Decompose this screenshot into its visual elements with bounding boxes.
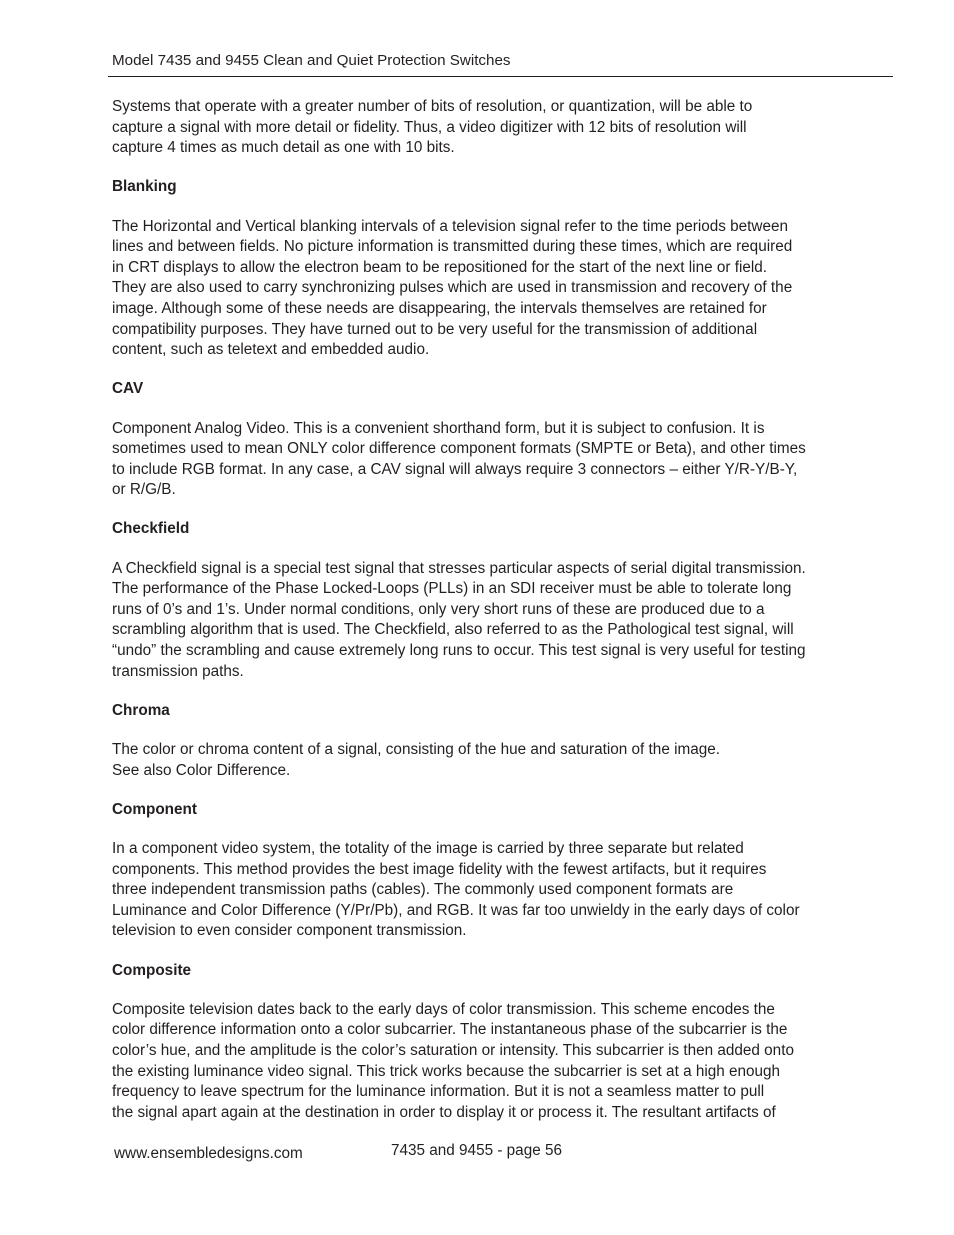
paragraph-line: compatibility purposes. They have turned out to be very useful for the transmission of additional [112,320,758,338]
section-heading-chroma: Chroma [112,701,170,719]
paragraph-line: Composite television dates back to the early days of color transmission. This scheme encodes the [112,1000,775,1018]
paragraph-line: transmission paths. [112,662,244,680]
paragraph-line: capture 4 times as much detail as one with 10 bits. [112,139,455,157]
paragraph-line: content, such as teletext and embedded audio. [112,341,430,359]
section-body-composite [112,1000,842,1124]
paragraph-line: A Checkfield signal is a special test signal that stresses particular aspects of serial digital transmission. [112,559,806,577]
intro-paragraph [112,97,842,159]
paragraph-line: the existing luminance video signal. This trick works because the subcarrier is set at a high enough [112,1062,781,1080]
paragraph-line: scrambling algorithm that is used. The Checkfield, also referred to as the Pathological test signal, will [112,621,794,639]
paragraph-line: capture a signal with more detail or fidelity. Thus, a video digitizer with 12 bits of resolution will [112,118,747,136]
section-heading-cav: CAV [112,380,144,398]
section-body-component [112,839,842,942]
paragraph-line: television to even consider component transmission. [112,922,467,940]
paragraph-line: or R/G/B. [112,481,176,499]
paragraph-line: to include RGB format. In any case, a CAV signal will always require 3 connectors – either Y/R-Y/B-Y, [112,460,798,478]
header-title: Model 7435 and 9455 Clean and Quiet Protection Switches [112,52,511,69]
paragraph-line: The Horizontal and Vertical blanking intervals of a television signal refer to the time periods between [112,217,788,235]
paragraph-line: color’s hue, and the amplitude is the color’s saturation or intensity. This subcarrier is then added onto [112,1041,794,1059]
paragraph-line: frequency to leave spectrum for the luminance information. But it is not a seamless matter to pull [112,1083,765,1101]
paragraph-line: the signal apart again at the destination in order to display it or process it. The resultant artifacts of [112,1103,776,1121]
header-divider [108,76,893,77]
section-heading-composite: Composite [112,961,192,979]
paragraph-line: three independent transmission paths (cables). The commonly used component formats are [112,881,734,899]
document-body [112,97,842,1123]
paragraph-line: Systems that operate with a greater number of bits of resolution, or quantization, will be able to [112,98,753,115]
section-body-blanking [112,217,842,361]
paragraph-line: lines and between fields. No picture information is transmitted during these times, which are required [112,238,793,256]
paragraph-line: in CRT displays to allow the electron beam to be repositioned for the start of the next line or field. [112,258,768,276]
paragraph-line: components. This method provides the best image fidelity with the fewest artifacts, but it requires [112,860,767,878]
section-heading-checkfield: Checkfield [112,520,190,538]
footer-website-url: www.ensembledesigns.com [114,1145,303,1162]
paragraph-line: See also Color Difference. [112,761,291,779]
paragraph-line: runs of 0’s and 1’s. Under normal conditions, only very short runs of these are produced due to a [112,600,765,618]
paragraph-line: They are also used to carry synchronizing pulses which are used in transmission and recovery of the [112,279,793,297]
section-heading-component: Component [112,800,197,818]
section-body-checkfield [112,559,842,683]
paragraph-line: color difference information onto a color subcarrier. The instantaneous phase of the subcarrier is the [112,1021,788,1039]
paragraph-line: sometimes used to mean ONLY color difference component formats (SMPTE or Beta), and other times [112,440,806,458]
paragraph-line: Component Analog Video. This is a convenient shorthand form, but it is subject to confusion. It is [112,419,765,437]
paragraph-line: In a component video system, the totality of the image is carried by three separate but related [112,839,744,857]
footer-page-number: 7435 and 9455 - page 56 [391,1142,562,1159]
section-heading-blanking: Blanking [112,178,177,196]
paragraph-line: image. Although some of these needs are disappearing, the intervals themselves are retained for [112,299,767,317]
paragraph-line: “undo” the scrambling and cause extremely long runs to occur. This test signal is very useful for testing [112,642,806,660]
paragraph-line: The color or chroma content of a signal, consisting of the hue and saturation of the image. [112,741,720,758]
section-body-cav [112,419,842,501]
section-body-chroma [112,740,842,781]
paragraph-line: The performance of the Phase Locked-Loops (PLLs) in an SDI receiver must be able to tolerate long [112,580,792,598]
paragraph-line: Luminance and Color Difference (Y/Pr/Pb), and RGB. It was far too unwieldy in the early days of color [112,901,800,919]
